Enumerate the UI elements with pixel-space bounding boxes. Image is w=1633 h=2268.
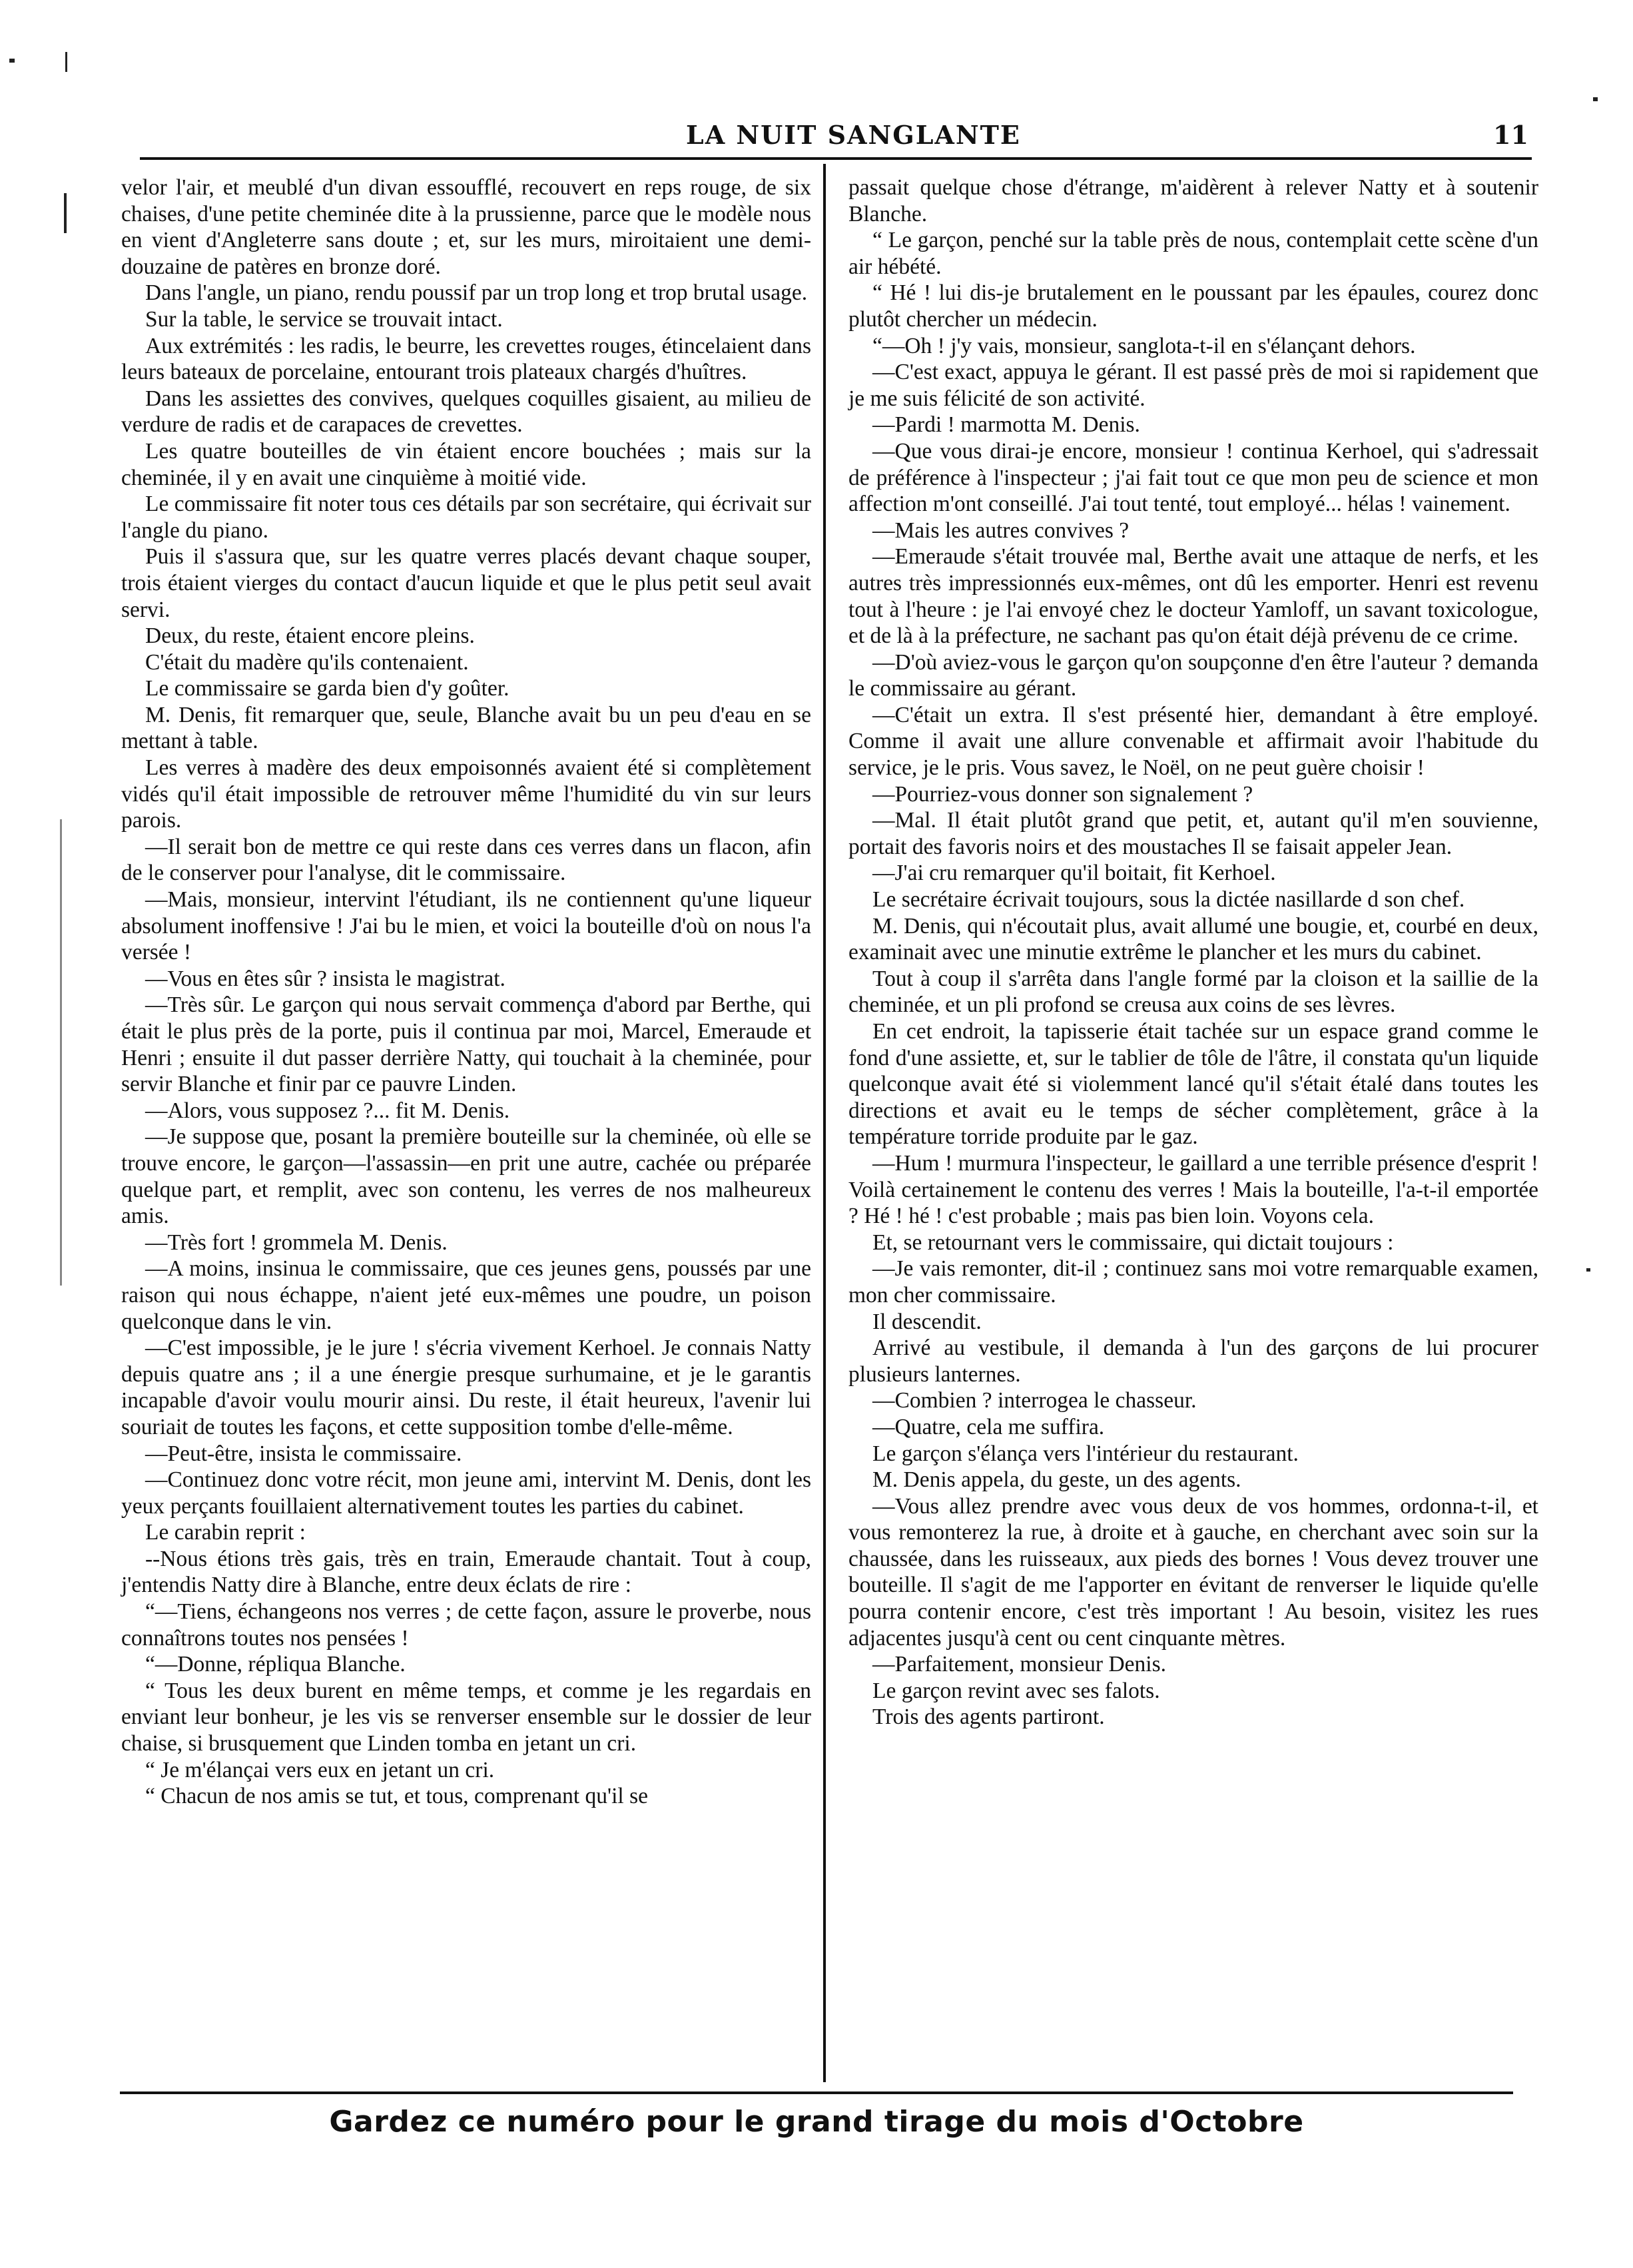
paragraph: Les verres à madère des deux empoisonnés avaient été si complètement vidés qu'il était impossible de retrouver même l'humidité du vin sur leurs parois. <box>121 755 811 833</box>
paragraph: Sur la table, le service se trouvait intact. <box>145 306 503 332</box>
paragraph: “—Tiens, échangeons nos verres ; de cette façon, assure le proverbe, nous connaîtrons toutes nos pensées ! <box>121 1599 811 1651</box>
paragraph: —Vous allez prendre avec vous deux de vos hommes, ordonna-t-il, et vous remonterez la rue, à droite et à gauche, en cherchant avec soin sur la chaussée, dans les ruisseaux, aux pieds des bornes ! Vous devez trouver une bouteille. Il s'agit de me l'apporter en évitant de renverser le liquide qu'elle pourra contenir encore, c'est très important ! Au besoin, visitez les rues adjacentes jusqu'à cent ou cent cinquante mètres. <box>848 1493 1538 1651</box>
paragraph: Arrivé au vestibule, il demanda à l'un des garçons de lui procurer plusieurs lanternes. <box>848 1335 1538 1387</box>
paragraph: Et, se retournant vers le commissaire, qui dictait toujours : <box>872 1230 1394 1255</box>
paragraph: “ Le garçon, penché sur la table près de nous, contemplait cette scène d'un air hébété. <box>848 228 1538 279</box>
paragraph: passait quelque chose d'étrange, m'aidèrent à relever Natty et à soutenir Blanche. <box>848 175 1538 226</box>
paragraph: Dans l'angle, un piano, rendu poussif par un trop long et trop brutal usage. <box>145 280 808 306</box>
paragraph: —A moins, insinua le commissaire, que ces jeunes gens, poussés par une raison qui nous échappe, n'aient jeté eux-mêmes une poudre, un poison quelconque dans le vin. <box>121 1256 811 1334</box>
paragraph: “—Donne, répliqua Blanche. <box>145 1652 406 1677</box>
scan-speck <box>64 193 67 233</box>
paragraph: —Alors, vous supposez ?... fit M. Denis. <box>145 1098 510 1123</box>
paragraph: Trois des agents partiront. <box>872 1704 1105 1730</box>
paragraph: Le commissaire fit noter tous ces détails par son secrétaire, qui écrivait sur l'angle du piano. <box>121 492 811 543</box>
paragraph: “ Chacun de nos amis se tut, et tous, comprenant qu'il se <box>145 1784 648 1809</box>
paragraph: Aux extrémités : les radis, le beurre, les crevettes rouges, étincelaient dans leurs bateaux de porcelaine, entourant trois plateaux chargés d'huîtres. <box>121 333 811 385</box>
paragraph: --Nous étions très gais, très en train, Emeraude chantait. Tout à coup, j'entendis Natty dire à Blanche, entre deux éclats de rire : <box>121 1546 811 1598</box>
paragraph: M. Denis, fit remarquer que, seule, Blanche avait bu un peu d'eau en se mettant à table. <box>121 702 811 754</box>
paragraph: —Hum ! murmura l'inspecteur, le gaillard a une terrible présence d'esprit ! Voilà certainement le contenu des verres ! Mais la bouteille, l'a-t-il emportée ? Hé ! hé ! c'est probable ; mais pas bien loin. Voyons cela. <box>848 1150 1538 1229</box>
paragraph: —Emeraude s'était trouvée mal, Berthe avait une attaque de nerfs, et les autres très impressionnés eux-mêmes, ont dû les emporter. Henri est revenu tout à l'heure : je l'ai envoyé chez le docteur Yamloff, un savant toxicologue, et de là à la préfecture, ne sachant pas qu'on était déjà prévenu de ce crime. <box>848 544 1538 649</box>
paragraph: —C'était un extra. Il s'est présenté hier, demandant à être employé. Comme il avait une allure convenable et affirmait avoir l'habitude du service, je le pris. Vous savez, le Noël, on ne peut guère choisir ! <box>848 702 1538 781</box>
paragraph: —Parfaitement, monsieur Denis. <box>872 1652 1166 1677</box>
paragraph: Le secrétaire écrivait toujours, sous la dictée nasillarde d son chef. <box>872 887 1465 913</box>
scan-speck <box>9 59 15 63</box>
paragraph: Le commissaire se garda bien d'y goûter. <box>145 676 509 701</box>
paragraph: —J'ai cru remarquer qu'il boitait, fit Kerhoel. <box>872 861 1276 886</box>
paragraph: —C'est exact, appuya le gérant. Il est passé près de moi si rapidement que je me suis félicité de son activité. <box>848 360 1538 411</box>
paragraph: Il descendit. <box>872 1309 982 1334</box>
paragraph: M. Denis appela, du geste, un des agents. <box>872 1467 1241 1493</box>
paragraph: —Mais, monsieur, intervint l'étudiant, ils ne contiennent qu'une liqueur absolument inoffensive ! J'ai bu le mien, et voici la bouteille d'où on nous l'a versée ! <box>121 887 811 965</box>
paragraph: “ Tous les deux burent en même temps, et comme je les regardais en enviant leur bonheur, je les vis se renverser ensemble sur le dossier de leur chaise, si brusquement que Linden tomba en jetant un cri. <box>121 1678 811 1756</box>
paragraph: Puis il s'assura que, sur les quatre verres placés devant chaque souper, trois étaient vierges du contact d'aucun liquide et que le plus petit seul avait servi. <box>121 544 811 622</box>
paragraph: Le garçon s'élança vers l'intérieur du restaurant. <box>872 1441 1299 1466</box>
paragraph: M. Denis, qui n'écoutait plus, avait allumé une bougie, et, courbé en deux, examinait avec une minutie extrême le plancher et les murs du cabinet. <box>848 913 1538 965</box>
paragraph: Le carabin reprit : <box>145 1520 306 1545</box>
footer-rule <box>120 2091 1513 2094</box>
paragraph: Deux, du reste, étaient encore pleins. <box>145 623 475 649</box>
paragraph: “ Hé ! lui dis-je brutalement en le poussant par les épaules, courez donc plutôt chercher un médecin. <box>848 280 1538 332</box>
paragraph: —Très fort ! grommela M. Denis. <box>145 1230 448 1255</box>
paragraph: “ Je m'élançai vers eux en jetant un cri. <box>145 1757 495 1782</box>
paragraph: —C'est impossible, je le jure ! s'écria vivement Kerhoel. Je connais Natty depuis quatre ans ; il a une énergie presque surhumaine, et je le garantis incapable d'avoir voulu mourir ainsi. Du reste, il était heureux, l'avenir lui souriait de toutes les façons, et cette supposition tombe d'elle-même. <box>121 1335 811 1439</box>
paragraph: —Je vais remonter, dit-il ; continuez sans moi votre remarquable examen, mon cher commissaire. <box>848 1256 1538 1308</box>
paragraph: Tout à coup il s'arrêta dans l'angle formé par la cloison et la saillie de la cheminée, et un pli profond se creusa aux coins de ses lèvres. <box>848 966 1538 1018</box>
page-header-title: LA NUIT SANGLANTE <box>686 120 1021 150</box>
paragraph: Dans les assiettes des convives, quelques coquilles gisaient, au milieu de verdure de radis et de carapaces de crevettes. <box>121 386 811 438</box>
paragraph: —Continuez donc votre récit, mon jeune ami, intervint M. Denis, dont les yeux perçants fouillaient alternativement toutes les parties du cabinet. <box>121 1467 811 1519</box>
paragraph: —Quatre, cela me suffira. <box>872 1414 1105 1439</box>
paragraph: —Très sûr. Le garçon qui nous servait commença d'abord par Berthe, qui était le plus près de la porte, puis il continua par moi, Marcel, Emeraude et Henri ; ensuite il dut passer derrière Natty, qui touchait à la cheminée, pour servir Blanche et finir par ce pauvre Linden. <box>121 992 811 1097</box>
header-rule <box>140 157 1532 160</box>
paragraph: —Je suppose que, posant la première bouteille sur la cheminée, où elle se trouve encore, le garçon—l'assassin—en prit une autre, cachée ou préparée quelque part, et remplit, avec son contenu, les verres de nos malheureux amis. <box>121 1124 811 1229</box>
scan-speck <box>65 52 67 72</box>
paragraph: Les quatre bouteilles de vin étaient encore bouchées ; mais sur la cheminée, il y en avait une cinquième à moitié vide. <box>121 438 811 490</box>
paragraph: —D'où aviez-vous le garçon qu'on soupçonne d'en être l'auteur ? demanda le commissaire au gérant. <box>848 649 1538 701</box>
scan-speck <box>1586 1268 1590 1272</box>
page-number: 11 <box>1493 120 1528 150</box>
right-text-column <box>848 175 1538 1730</box>
left-text-column <box>121 175 811 1810</box>
paragraph: —Peut-être, insista le commissaire. <box>145 1441 462 1466</box>
paragraph: —Que vous dirai-je encore, monsieur ! continua Kerhoel, qui s'adressait de préférence à l'inspecteur ; j'ai fait tout ce que mon peu de science et mon affection m'ont conseillé. J'ai tout tenté, tout employé... hélas ! vainement. <box>848 438 1538 517</box>
footer-note: Gardez ce numéro pour le grand tirage du mois d'Octobre <box>329 2105 1304 2139</box>
paragraph: —Mal. Il était plutôt grand que petit, et, autant qu'il m'en souvienne, portait des favoris noirs et des moustaches Il se faisait appeler Jean. <box>848 808 1538 859</box>
paragraph: C'était du madère qu'ils contenaient. <box>145 649 469 675</box>
paragraph: —Vous en êtes sûr ? insista le magistrat. <box>145 966 505 991</box>
scan-speck <box>1593 97 1598 101</box>
paragraph: velor l'air, et meublé d'un divan essoufflé, recouvert en reps rouge, de six chaises, d'une petite cheminée dite à la prussienne, parce que le modèle nous en vient d'Angleterre sans doute ; et, sur les murs, miroitaient une demi-douzaine de patères en bronze doré. <box>121 175 811 279</box>
paragraph: Le garçon revint avec ses falots. <box>872 1678 1160 1703</box>
paragraph: En cet endroit, la tapisserie était tachée sur un espace grand comme le fond d'une assiette, et, sur le tablier de tôle de l'âtre, il constata qu'un liquide quelconque avait été si violemment lancé qu'il s'était étalé dans toutes les directions et avait eu le temps de sécher complètement, grâce à la température torride produite par le gaz. <box>848 1019 1538 1150</box>
paragraph: —Combien ? interrogea le chasseur. <box>872 1388 1197 1413</box>
paragraph: —Il serait bon de mettre ce qui reste dans ces verres dans un flacon, afin de le conserver pour l'analyse, dit le commissaire. <box>121 834 811 886</box>
paragraph: “—Oh ! j'y vais, monsieur, sanglota-t-il en s'élançant dehors. <box>872 333 1416 358</box>
column-divider <box>823 164 826 2082</box>
paragraph: —Mais les autres convives ? <box>872 518 1130 543</box>
scan-speck <box>60 819 62 1286</box>
paragraph: —Pardi ! marmotta M. Denis. <box>872 412 1140 438</box>
paragraph: —Pourriez-vous donner son signalement ? <box>872 781 1253 807</box>
